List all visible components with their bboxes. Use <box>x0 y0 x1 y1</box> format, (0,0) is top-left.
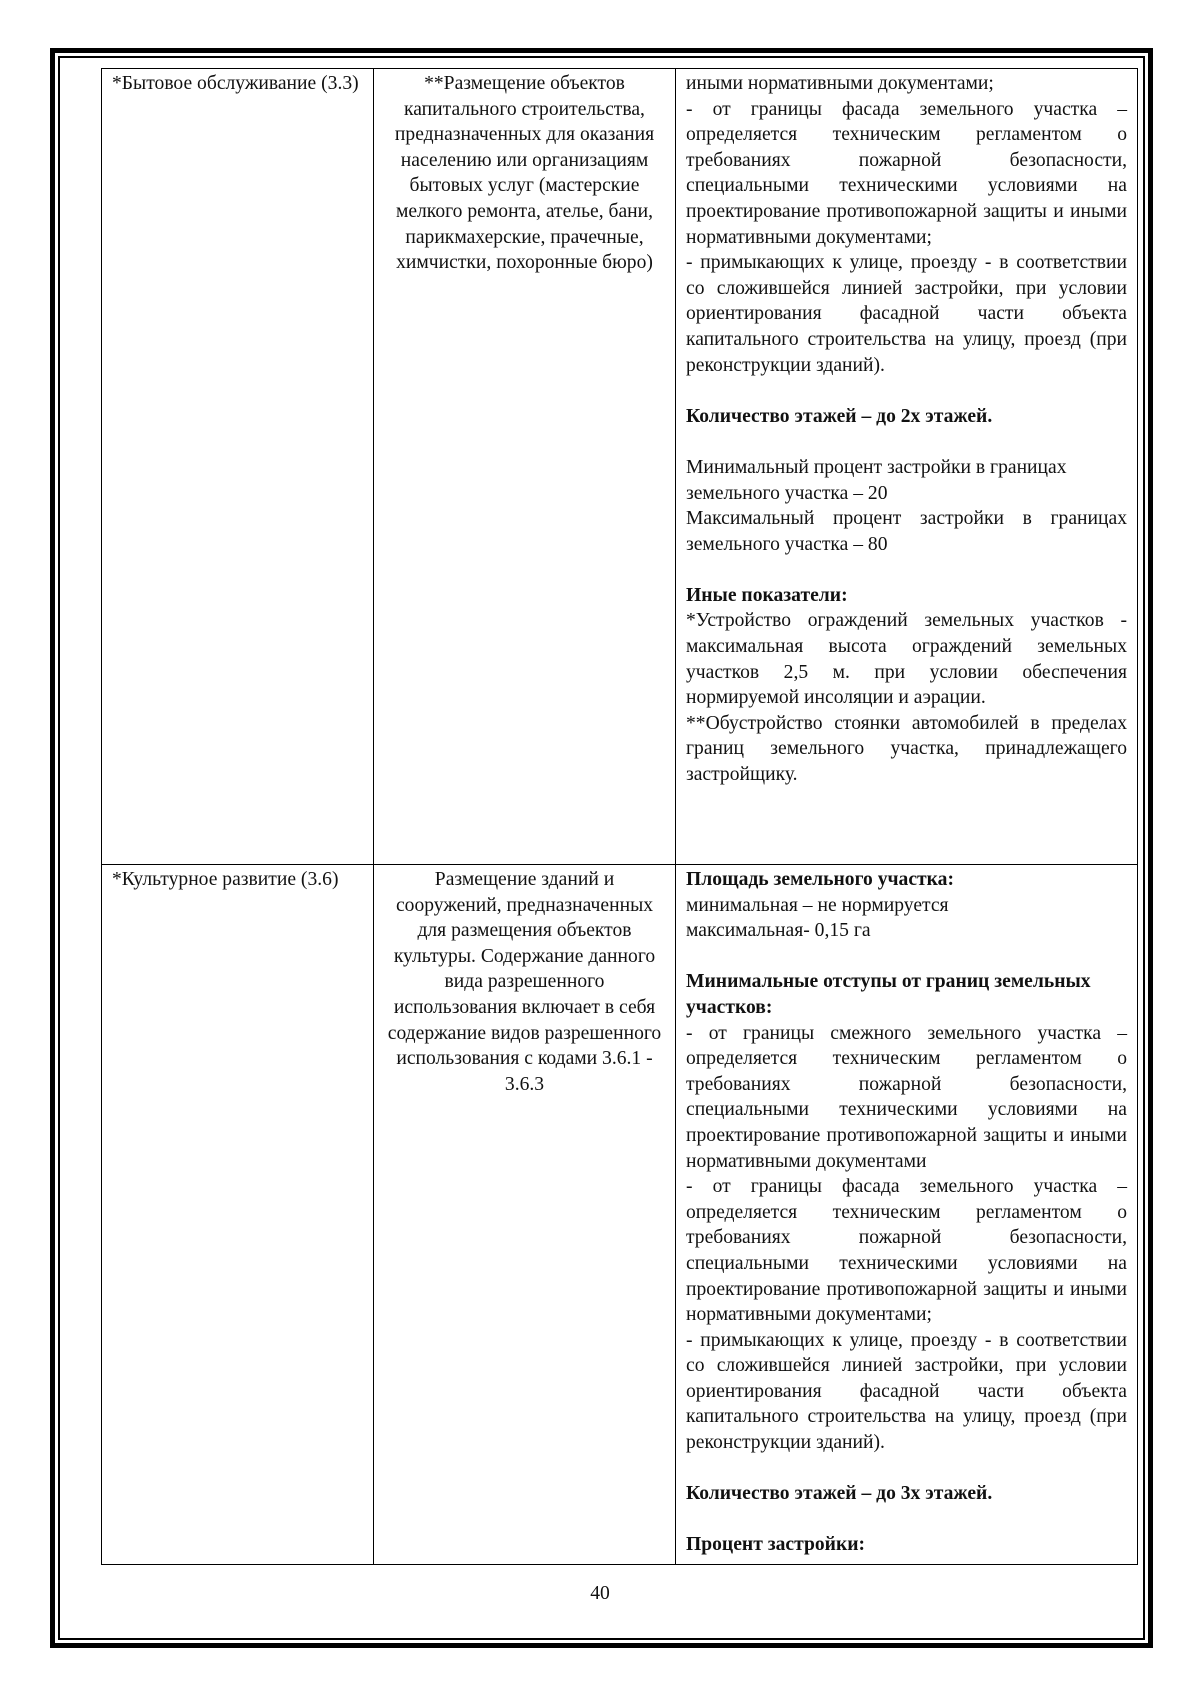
use-name: *Бытовое обслуживание (3.3) <box>112 73 359 94</box>
page-number: 40 <box>590 1583 610 1604</box>
parameters-cell <box>676 865 1138 1565</box>
param-text: - примыкающих к улице, проезду - в соответствии со сложившейся линией застройки, при условии ориентирования фасадной части объекта капитального строительства на улицу, проезд (при реконструкции зданий). <box>686 1329 1127 1454</box>
table-row <box>102 69 1138 865</box>
floors-limit: Количество этажей – до 3х этажей. <box>686 1483 993 1505</box>
land-use-table <box>101 68 1138 1565</box>
description-cell <box>374 865 676 1565</box>
use-name-cell <box>102 69 374 865</box>
param-text: - от границы смежного земельного участка – определяется техническим регламентом о требованиях пожарной безопасности, специальными техническими условиями на проектирование противопожарной защиты и иными нормативными документами <box>686 1022 1127 1172</box>
area-min: минимальная – не нормируется <box>686 894 949 916</box>
min-build-percent: Минимальный процент застройки в границах земельного участка – 20 <box>686 456 1067 504</box>
parking-rule: **Обустройство стоянки автомобилей в пределах границ земельного участка, принадлежащего застройщику. <box>686 712 1127 786</box>
other-params-heading: Иные показатели: <box>686 584 848 606</box>
param-text: - от границы фасада земельного участка – определяется техническим регламентом о требованиях пожарной безопасности, специальными техническими условиями на проектирование противопожарной защиты и иными нормативными документами; <box>686 98 1127 248</box>
build-percent-heading: Процент застройки: <box>686 1534 866 1556</box>
setback-heading: Минимальные отступы от границ земельных участков: <box>686 971 1091 1018</box>
use-description: Размещение зданий и сооружений, предназначенных для размещения объектов культуры. Содержание данного вида разрешенного использования включает в себя содержание видов разрешенного использования с кодами 3.6.1 - 3.6.3 <box>387 869 662 1095</box>
area-heading: Площадь земельного участка: <box>686 869 954 890</box>
use-description: **Размещение объектов капитального строительства, предназначенных для оказания населению или организациям бытовых услуг (мастерские мелкого ремонта, ателье, бани, парикмахерские, прачечные, химчистки, похоронные бюро) <box>394 73 655 274</box>
description-cell <box>374 69 676 865</box>
max-build-percent: Максимальный процент застройки в границах земельного участка – 80 <box>686 508 1127 555</box>
use-name: *Культурное развитие (3.6) <box>112 869 339 890</box>
param-text: - примыкающих к улице, проезду - в соответствии со сложившейся линией застройки, при условии ориентирования фасадной части объекта капитального строительства на улицу, проезд (при реконструкции зданий). <box>686 252 1127 376</box>
param-text: - от границы фасада земельного участка – определяется техническим регламентом о требованиях пожарной безопасности, специальными техническими условиями на проектирование противопожарной защиты и иными нормативными документами; <box>686 1176 1127 1326</box>
floors-limit: Количество этажей – до 2х этажей. <box>686 405 993 427</box>
param-text: иными нормативными документами; <box>686 73 994 94</box>
use-name-cell <box>102 865 374 1565</box>
fence-rule: *Устройство ограждений земельных участков - максимальная высота ограждений земельных участков 2,5 м. при условии обеспечения нормируемой инсоляции и аэрации. <box>686 610 1127 709</box>
parameters-cell <box>676 69 1138 865</box>
area-max: максимальная- 0,15 га <box>686 920 871 942</box>
table-row <box>102 865 1138 1565</box>
